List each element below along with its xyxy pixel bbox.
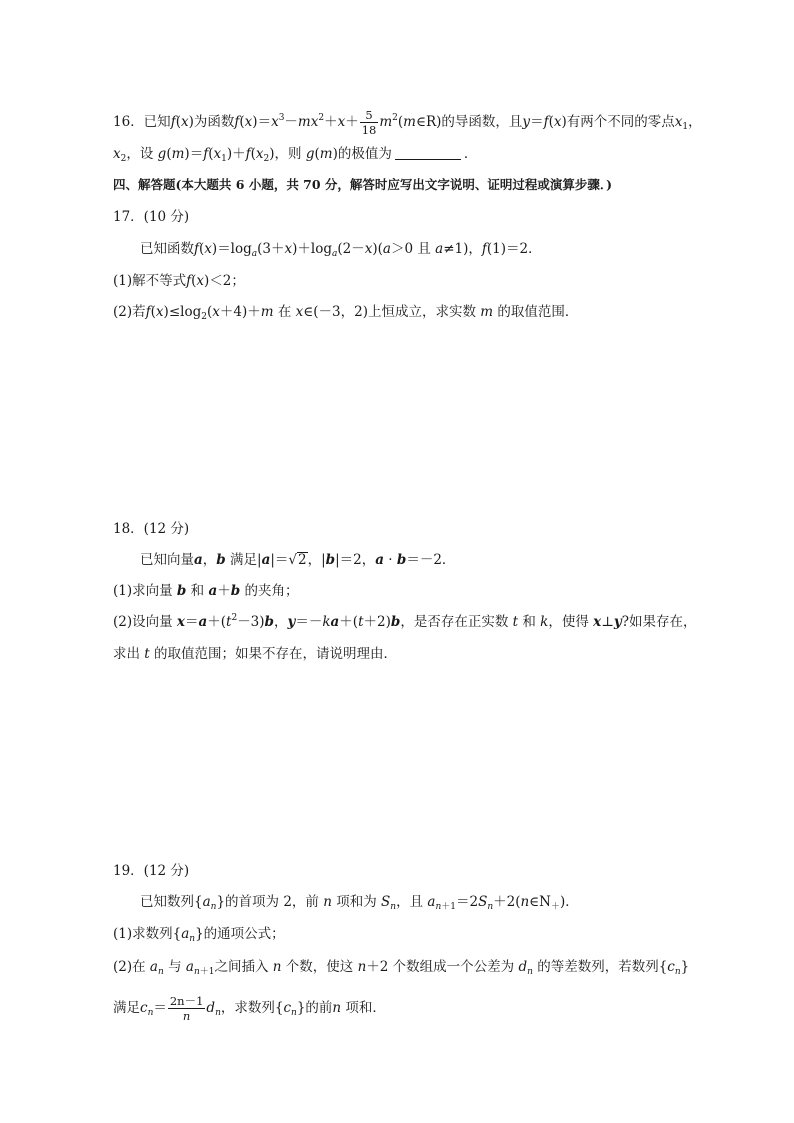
q16-line2: $x_2$，设 $g(m)=f(x_1)+f(x_2)$，则 g(m)的极值为 ． [113,146,478,164]
q18-part2: (2)设向量 $x=a+(t^2-3)b$，y＝－ka＋(t＋2)b，是否存在正实数 t 和 k，使得 x⊥y?如果存在， [113,613,697,630]
q18-part2-cont: 求出 t 的取值范围；如果不存在，请说明理由． [113,646,398,662]
question-number: 16 [113,114,131,130]
q19-header: 19．(12 分) [113,863,190,879]
q17-part2: (2)若$f(x)\le\log_2(x+4)+m$ 在 x∈(－3，2)上恒成立，求实数 m 的取值范围． [113,304,579,322]
q17-part1: (1)解不等式f(x)＜2； [113,273,245,289]
q16-line1: 16．已知f(x)为函数$f(x)=x^3-mx^2+x+$ $\frac{5}{18}$ $m^2(m\in R)$的导函数，且y＝f(x)有两个不同的零点$x_1$， [113,108,702,137]
q18-intro: 已知向量a，b 满足|a|＝√2，|b|＝2，a · b＝－2． [140,552,456,568]
fraction-5-18: $\frac{5}{18}$ [361,108,377,137]
q19-part2: (2)在 $a_n$ 与 $a_{n+1}$之间插入 n 个数，使这 n＋2 个数组成一个公差为 $d_n$ 的等差数列，若数列$\{c_n\}$ [113,959,690,977]
q18-header: 18．(12 分) [113,521,190,537]
q19-part2-cont: 满足$c_n=$ $\frac{2n-1}{n}$ $d_n$，求数列$\{c_n\}$的前n 项和． [113,994,386,1023]
fraction-2n-1-over-n: $\frac{2n-1}{n}$ [169,994,204,1023]
section-heading: 四、解答题(本大题共 6 小题，共 70 分，解答时应写出文字说明、证明过程或演算步骤．) [113,177,613,192]
q17-header: 17．(10 分) [113,209,190,225]
answer-blank[interactable] [395,146,461,160]
q19-intro: 已知数列$\{a_n\}$的首项为 2，前 n 项和为 $S_n$，且 $a_{n+1}=2S_n+2(n\in N_+)$． [140,894,579,912]
q19-part1: (1)求数列$\{a_n\}$的通项公式； [113,926,285,944]
q17-intro: 已知函数$f(x)=\log_a(3+x)+\log_a(2-x)(a>0$ 且 a≠1)，f(1)＝2． [140,241,542,259]
q18-part1: (1)求向量 b 和 a＋b 的夹角； [113,583,299,599]
